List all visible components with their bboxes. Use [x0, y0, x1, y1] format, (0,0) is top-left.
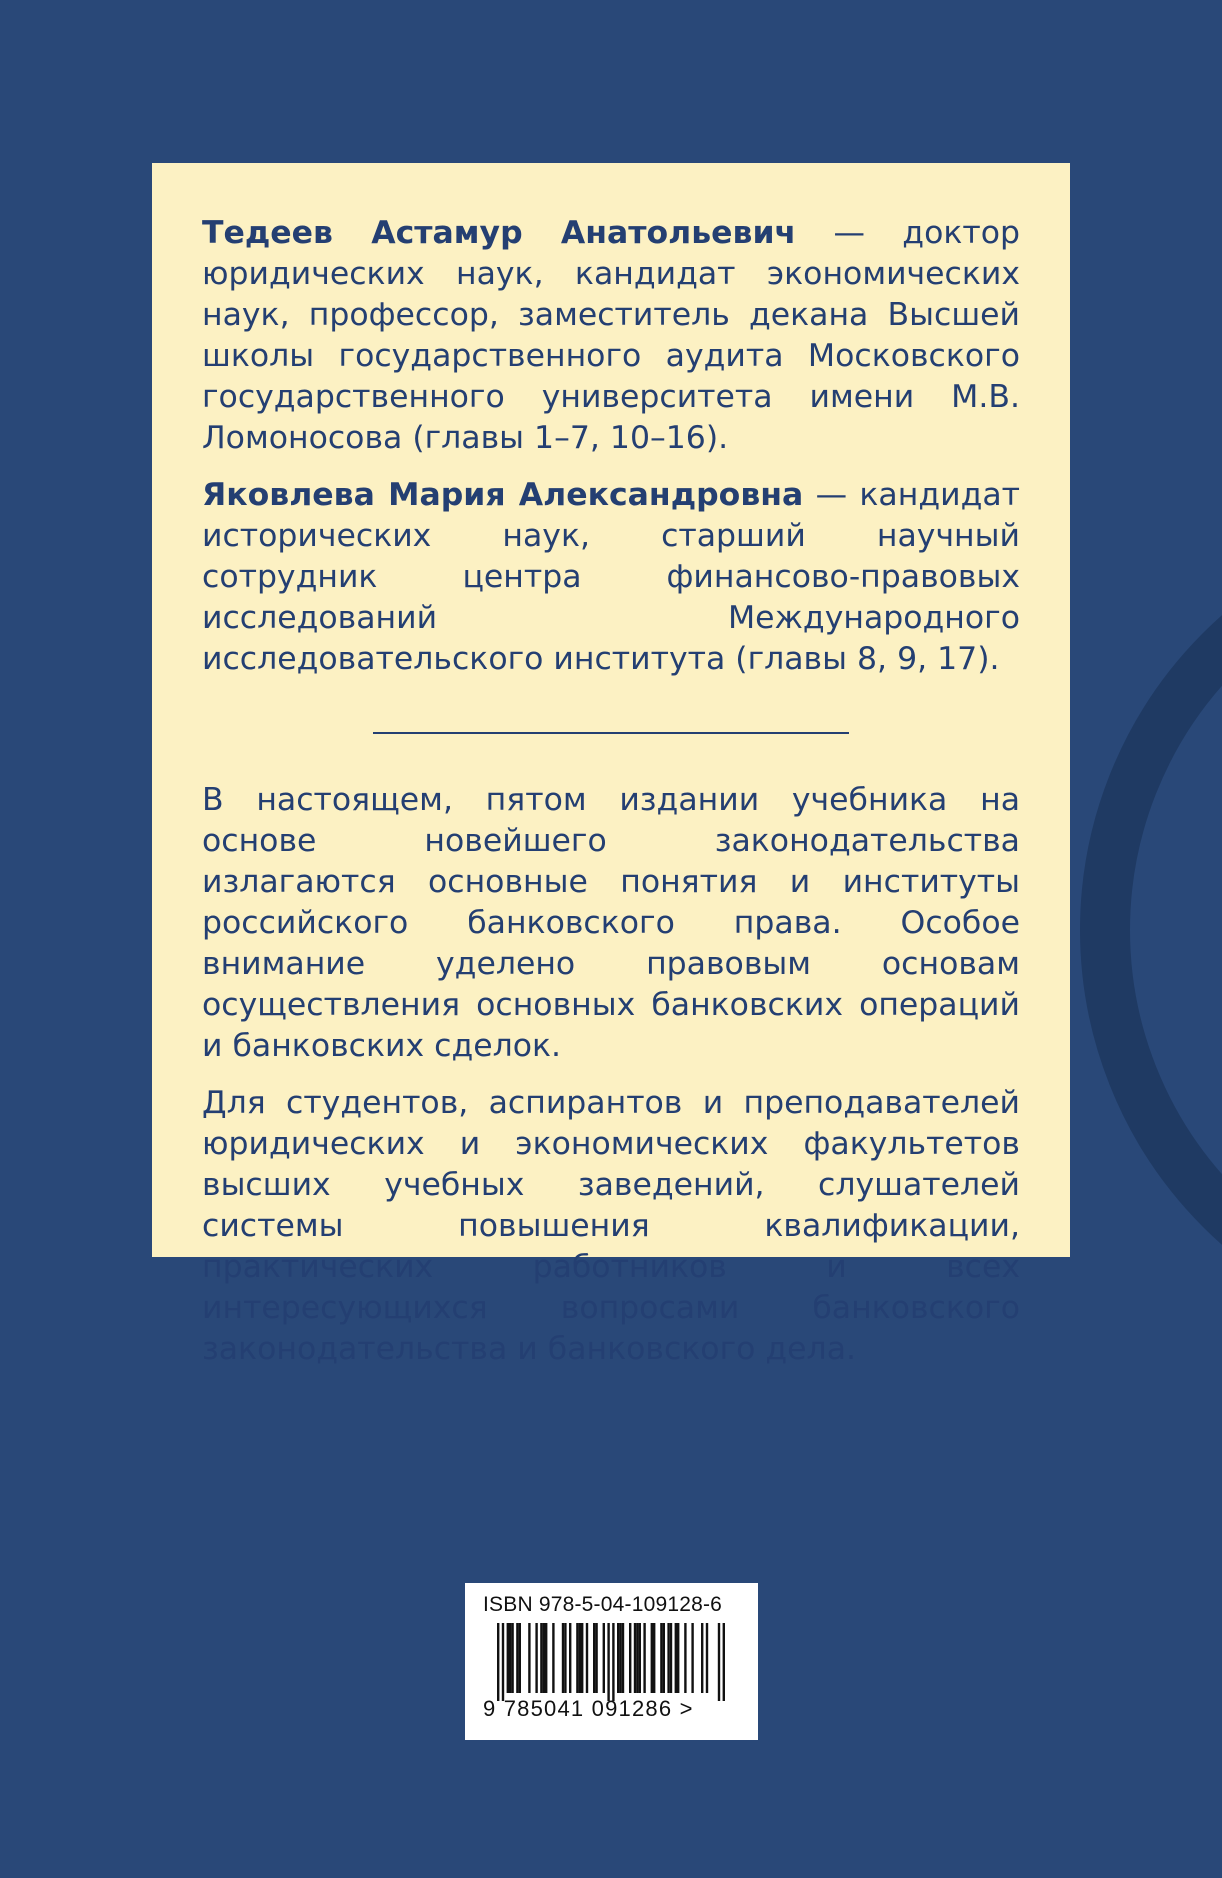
- barcode-bar: [595, 1623, 597, 1693]
- barcode-bar: [677, 1623, 679, 1693]
- barcode-bar: [540, 1623, 542, 1693]
- barcode-bar: [516, 1623, 518, 1693]
- author-name: Яковлева Мария Александровна: [202, 477, 804, 513]
- barcode-bar: [639, 1623, 641, 1693]
- barcode-bar: [718, 1623, 720, 1701]
- barcode-bar: [586, 1623, 588, 1693]
- barcode-bar: [497, 1623, 499, 1701]
- barcode-bar: [502, 1623, 504, 1701]
- barcode-bar: [593, 1623, 595, 1693]
- barcode-bar: [684, 1623, 686, 1693]
- author-bio-1: [202, 213, 1020, 459]
- annotation-paragraph: В настоящем, пятом издании учебника на основе новейшего законодательства излагаются основные понятия и институты российского банковского права. Особое внимание уделено правовым основам осуществления основных банковских операций и банковских сделок.: [202, 782, 1020, 1064]
- barcode-bar: [706, 1623, 708, 1693]
- barcode-bar: [651, 1623, 653, 1693]
- barcode-bar: [607, 1623, 609, 1701]
- barcode-bar: [552, 1623, 554, 1693]
- barcode-bar: [579, 1623, 581, 1693]
- isbn-barcode-block: [465, 1583, 758, 1740]
- barcode-bar: [511, 1623, 513, 1693]
- barcode-bar: [660, 1623, 662, 1693]
- barcode-bar: [545, 1623, 547, 1693]
- author-description: — доктор юридических наук, кандидат экономических наук, профессор, заместитель декана Высшей школы государственного аудита Московского государственного университета имени М.В. Ломоносова (главы 1–7, 10–16).: [202, 215, 1020, 456]
- separator-line: [373, 732, 849, 734]
- audience-paragraph: Для студентов, аспирантов и преподавателей юридических и экономических факультетов высших учебных заведений, слушателей системы повышения квалификации, практических работников и всех интересующихся вопросами банковского законодательства и банковского дела.: [202, 1085, 1020, 1367]
- barcode-bar: [509, 1623, 511, 1693]
- barcode-bar: [723, 1623, 725, 1701]
- author-bio-2: [202, 475, 1020, 680]
- barcode-bar: [535, 1623, 537, 1693]
- author-name: Тедеев Астамур Анатольевич: [202, 215, 797, 251]
- barcode-bar: [564, 1623, 566, 1693]
- barcode-bar: [701, 1623, 703, 1693]
- barcode-bar: [612, 1623, 614, 1701]
- barcode-bar: [569, 1623, 571, 1693]
- barcode-bar: [691, 1623, 693, 1693]
- barcode-image: [483, 1623, 740, 1701]
- barcode-bar: [543, 1623, 545, 1693]
- barcode-bar: [653, 1623, 655, 1693]
- barcode-bar: [507, 1623, 509, 1693]
- barcode-bar: [603, 1623, 605, 1693]
- barcode-bar: [636, 1623, 638, 1693]
- barcode-bar: [528, 1623, 530, 1693]
- barcode-bar: [663, 1623, 665, 1693]
- barcode-bar: [562, 1623, 564, 1693]
- barcode-bar: [617, 1623, 619, 1693]
- barcode-bar: [581, 1623, 583, 1693]
- barcode-bar: [622, 1623, 624, 1693]
- isbn-label: ISBN 978-5-04-109128-6: [483, 1593, 723, 1616]
- barcode-bar: [519, 1623, 521, 1693]
- barcode-bar: [643, 1623, 645, 1693]
- barcode-bar: [670, 1623, 672, 1693]
- author-description: — кандидат исторических наук, старший научный сотрудник центра финансово-правовых исследований Международного исследовательского института (главы 8, 9, 17).: [202, 477, 1020, 677]
- barcode-bar: [619, 1623, 621, 1693]
- barcode-bar: [675, 1623, 677, 1693]
- barcode-bar: [634, 1623, 636, 1693]
- barcode-bar: [576, 1623, 578, 1693]
- barcode-bar: [667, 1623, 669, 1693]
- info-panel: [152, 163, 1070, 1367]
- barcode-digits: 9 785041 091286 >: [483, 1696, 694, 1721]
- barcode-bar: [629, 1623, 631, 1693]
